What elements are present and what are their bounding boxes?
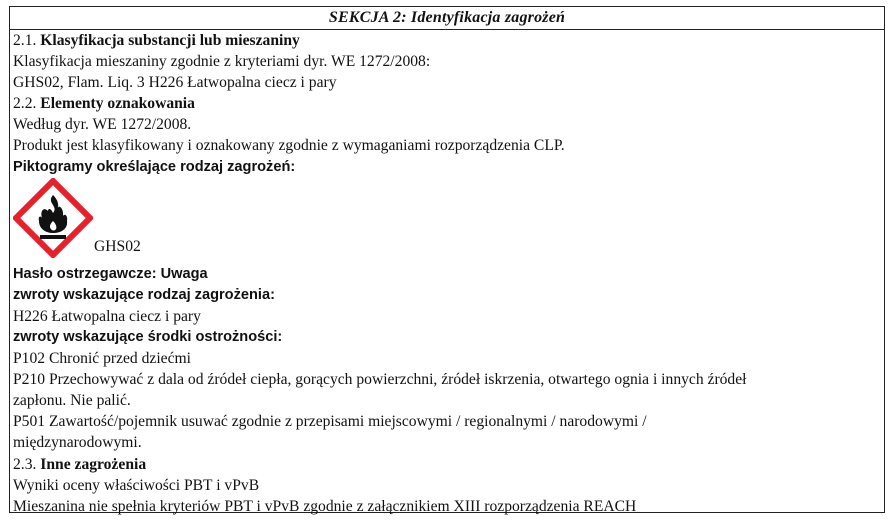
subsection-title: Inne zagrożenia bbox=[40, 455, 147, 473]
labelling-statement: Produkt jest klasyfikowany i oznakowany zgodnie z wymaganiami rozporządzenia CLP. bbox=[13, 137, 565, 155]
classification-result: GHS02, Flam. Liq. 3 H226 Łatwopalna ciecz i pary bbox=[13, 74, 337, 92]
subsection-title: Elementy oznakowania bbox=[40, 95, 195, 113]
pictogram-row bbox=[13, 178, 884, 264]
hazard-statement-h226: H226 Łatwopalna ciecz i pary bbox=[13, 307, 201, 325]
pictogram-code: GHS02 bbox=[94, 237, 141, 255]
precautionary-statement-p501-cont: międzynarodowymi. bbox=[13, 434, 142, 452]
hazard-statements-heading: zwroty wskazujące rodzaj zagrożenia: bbox=[13, 286, 275, 303]
subsection-number: 2.2. bbox=[13, 95, 41, 113]
signal-word: Hasło ostrzegawcze: Uwaga bbox=[13, 265, 208, 282]
pbt-assessment-result: Mieszanina nie spełnia kryteriów PBT i vPvB zgodnie z załącznikiem XIII rozporządzenia REACH bbox=[13, 497, 637, 515]
precautionary-statements-heading: zwroty wskazujące środki ostrożności: bbox=[13, 328, 283, 345]
pbt-assessment-title: Wyniki oceny właściwości PBT i vPvB bbox=[13, 476, 260, 494]
subsection-2-1-heading bbox=[13, 30, 884, 51]
section-title: SEKCJA 2: Identyfikacja zagrożeń bbox=[10, 7, 884, 30]
flame-ghs02-icon bbox=[13, 178, 93, 258]
section-content bbox=[10, 30, 884, 517]
precautionary-statement-p210-cont: zapłonu. Nie palić. bbox=[13, 392, 131, 410]
labelling-regulation: Według dyr. WE 1272/2008. bbox=[13, 116, 192, 134]
precautionary-statement-p102: P102 Chronić przed dziećmi bbox=[13, 350, 191, 368]
classification-criteria: Klasyfikacja mieszaniny zgodnie z kryteriami dyr. WE 1272/2008: bbox=[13, 53, 431, 71]
subsection-title: Klasyfikacja substancji lub mieszaniny bbox=[40, 32, 300, 49]
subsection-2-2-heading bbox=[13, 93, 884, 114]
subsection-number: 2.1. bbox=[13, 32, 41, 49]
precautionary-statement-p501: P501 Zawartość/pojemnik usuwać zgodnie z przepisami miejscowymi / regionalnymi / narodowymi / bbox=[13, 413, 647, 431]
sds-section-2 bbox=[9, 6, 885, 513]
subsection-number: 2.3. bbox=[13, 455, 41, 473]
subsection-2-3-heading bbox=[13, 454, 884, 475]
pictograms-heading: Piktogramy określające rodzaj zagrożeń: bbox=[13, 158, 296, 175]
precautionary-statement-p210: P210 Przechowywać z dala od źródeł ciepła, gorących powierzchni, źródeł iskrzenia, otwartego ognia i innych źródeł bbox=[13, 371, 747, 389]
